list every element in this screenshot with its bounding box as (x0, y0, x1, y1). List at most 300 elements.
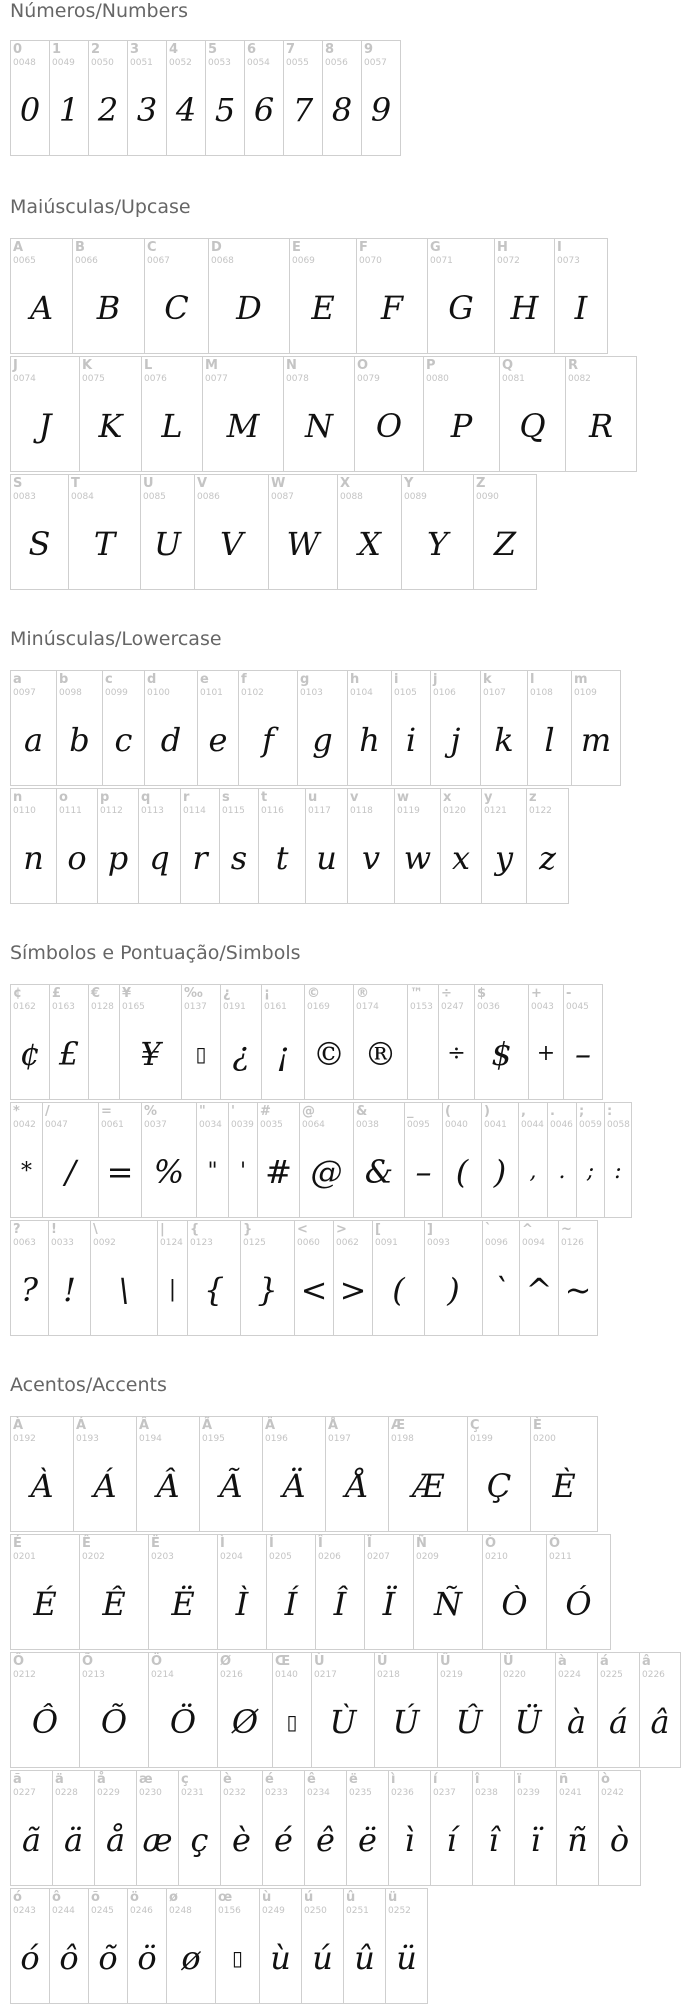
glyph-code-label: 0100 (147, 688, 170, 698)
glyph-cell (49, 40, 89, 156)
glyph-char-label: ô (52, 1890, 61, 1905)
glyph-code-label: 0061 (101, 1120, 124, 1130)
glyph-cell (343, 1888, 386, 2004)
glyph-code-label: 0058 (607, 1120, 630, 1130)
glyph-sample: V (219, 525, 244, 563)
glyph-cell (346, 1770, 389, 1886)
section-heading: Símbolos e Pontuação/Simbols (10, 942, 301, 964)
glyph-char-label: E (292, 240, 301, 255)
glyph-cell (240, 1220, 295, 1336)
glyph-char-label: ? (13, 1222, 21, 1237)
glyph-char-label: Á (76, 1418, 87, 1433)
glyph-char-label: õ (91, 1890, 100, 1905)
glyph-sample: Õ (100, 1703, 128, 1741)
glyph-sample: ä (63, 1821, 84, 1859)
glyph-sample: 4 (175, 91, 197, 129)
glyph-sample: i (405, 721, 417, 759)
glyph-sample: } (257, 1271, 278, 1309)
glyph-cell (385, 1888, 428, 2004)
glyph-char-label: ÷ (441, 986, 452, 1001)
glyph-cell (257, 1102, 300, 1218)
glyph-sample: Ô (31, 1703, 59, 1741)
glyph-char-label: M (205, 358, 218, 373)
glyph-sample: ¡ (276, 1035, 290, 1073)
glyph-cell (10, 1102, 43, 1218)
glyph-code-label: 0169 (307, 1002, 330, 1012)
glyph-cell (518, 1102, 548, 1218)
glyph-cell (258, 788, 306, 904)
glyph-char-label: B (75, 240, 85, 255)
glyph-code-label: 0200 (533, 1434, 556, 1444)
glyph-cell (196, 1102, 229, 1218)
glyph-char-label: Ä (265, 1418, 276, 1433)
glyph-sample: æ (142, 1821, 173, 1859)
glyph-char-label: { (190, 1222, 200, 1237)
glyph-char-label: æ (139, 1772, 153, 1787)
glyph-cell (72, 238, 145, 354)
glyph-char-label: V (197, 476, 208, 491)
glyph-code-label: 0088 (340, 492, 363, 502)
glyph-code-label: 0214 (151, 1670, 174, 1680)
glyph-sample: Ë (171, 1585, 195, 1623)
glyph-cell (140, 474, 195, 590)
section-heading: Minúsculas/Lowercase (10, 628, 222, 650)
glyph-cell (79, 1534, 149, 1650)
glyph-char-label: " (199, 1104, 206, 1119)
glyph-char-label: ë (349, 1772, 358, 1787)
glyph-cell (423, 356, 500, 472)
glyph-code-label: 0119 (397, 806, 420, 816)
glyph-cell (337, 474, 402, 590)
glyph-sample: ö (137, 1939, 157, 1977)
glyph-cell (141, 356, 203, 472)
glyph-sample: ▯ (195, 1042, 207, 1066)
glyph-cell (79, 1652, 149, 1768)
glyph-code-label: 0090 (476, 492, 499, 502)
glyph-code-label: 0034 (199, 1120, 222, 1130)
glyph-char-label: Ë (151, 1536, 160, 1551)
glyph-row (10, 1534, 610, 1650)
glyph-code-label: 0099 (105, 688, 128, 698)
glyph-char-label: U (143, 476, 154, 491)
glyph-code-label: 0044 (521, 1120, 544, 1130)
glyph-code-label: 0042 (13, 1120, 36, 1130)
glyph-cell (391, 670, 431, 786)
glyph-sample: R (588, 407, 614, 445)
glyph-code-label: 0201 (13, 1552, 36, 1562)
glyph-sample: = (106, 1153, 134, 1191)
glyph-char-label: Û (440, 1654, 451, 1669)
glyph-cell (272, 1652, 312, 1768)
glyph-char-label: | (160, 1222, 165, 1237)
glyph-cell (10, 1888, 50, 2004)
glyph-sample: í (446, 1821, 457, 1859)
glyph-code-label: 0077 (205, 374, 228, 384)
glyph-cell (482, 1534, 547, 1650)
glyph-sample: A (29, 289, 54, 327)
glyph-code-label: 0252 (388, 1906, 411, 1916)
glyph-sample: @ (310, 1153, 343, 1191)
glyph-char-label: h (350, 672, 360, 687)
glyph-code-label: 0199 (470, 1434, 493, 1444)
glyph-sample: z (539, 839, 556, 877)
glyph-cell (266, 1534, 316, 1650)
glyph-cell (407, 984, 439, 1100)
section-heading: Números/Numbers (10, 0, 188, 22)
glyph-char-label: Y (404, 476, 414, 491)
glyph-char-label: £ (52, 986, 62, 1001)
glyph-code-label: 0104 (350, 688, 373, 698)
glyph-cell (10, 1770, 53, 1886)
glyph-code-label: 0097 (13, 688, 36, 698)
glyph-sample: Z (493, 525, 517, 563)
glyph-code-label: 0117 (308, 806, 331, 816)
glyph-cell (56, 670, 103, 786)
glyph-sample: ' (239, 1159, 247, 1184)
glyph-sample: * (21, 1159, 32, 1184)
glyph-char-label: ñ (559, 1772, 569, 1787)
glyph-char-label: w (397, 790, 410, 805)
glyph-sample: 0 (19, 91, 41, 129)
glyph-sample: h (359, 721, 380, 759)
glyph-cell (127, 40, 167, 156)
glyph-cell (56, 788, 98, 904)
glyph-code-label: 0205 (269, 1552, 292, 1562)
glyph-cell (530, 1416, 598, 1532)
glyph-code-label: 0109 (574, 688, 597, 698)
glyph-code-label: 0197 (328, 1434, 351, 1444)
glyph-code-label: 0247 (441, 1002, 464, 1012)
glyph-sample: © (313, 1035, 345, 1073)
glyph-char-label: H (497, 240, 508, 255)
glyph-code-label: 0039 (231, 1120, 254, 1130)
glyph-char-label: ! (51, 1222, 57, 1237)
glyph-cell (187, 1220, 241, 1336)
glyph-cell (372, 1220, 425, 1336)
glyph-cell (10, 1416, 74, 1532)
glyph-code-label: 0196 (265, 1434, 288, 1444)
glyph-sample: P (450, 407, 473, 445)
glyph-sample: g (312, 721, 333, 759)
glyph-sample: ø (181, 1939, 201, 1977)
glyph-char-label: G (430, 240, 441, 255)
glyph-cell (219, 788, 259, 904)
glyph-code-label: 0251 (346, 1906, 369, 1916)
glyph-char-label: * (13, 1104, 20, 1119)
glyph-cell (10, 1220, 49, 1336)
glyph-sample: > (339, 1271, 367, 1309)
glyph-cell (181, 984, 221, 1100)
glyph-char-label: u (308, 790, 318, 805)
glyph-cell (262, 1770, 305, 1886)
glyph-sample: G (448, 289, 474, 327)
glyph-sample: å (105, 1821, 126, 1859)
glyph-char-label: Í (269, 1536, 274, 1551)
glyph-cell (322, 40, 362, 156)
glyph-cell (10, 356, 80, 472)
glyph-char-label: ö (130, 1890, 139, 1905)
glyph-sample: C (164, 289, 189, 327)
glyph-cell (283, 356, 355, 472)
glyph-char-label: Ø (220, 1654, 232, 1669)
glyph-code-label: 0245 (91, 1906, 114, 1916)
glyph-code-label: 0121 (484, 806, 507, 816)
glyph-char-label: Ò (485, 1536, 497, 1551)
glyph-code-label: 0114 (183, 806, 206, 816)
glyph-char-label: g (300, 672, 310, 687)
glyph-char-label: ™ (410, 986, 423, 1001)
glyph-cell (228, 1102, 258, 1218)
glyph-char-label: ï (517, 1772, 522, 1787)
glyph-code-label: 0124 (160, 1238, 183, 1248)
glyph-cell (482, 1220, 520, 1336)
glyph-sample: Ç (486, 1467, 512, 1505)
glyph-cell (88, 40, 128, 156)
glyph-cell (10, 1652, 80, 1768)
glyph-code-label: 0232 (223, 1788, 246, 1798)
glyph-code-label: 0037 (144, 1120, 167, 1130)
glyph-code-label: 0192 (13, 1434, 36, 1444)
glyph-cell (474, 984, 529, 1100)
glyph-sample: 6 (253, 91, 275, 129)
glyph-cell (325, 1416, 389, 1532)
glyph-sample: ) (447, 1271, 460, 1309)
glyph-cell (554, 238, 608, 354)
glyph-code-label: 0216 (220, 1670, 243, 1680)
glyph-code-label: 0163 (52, 1002, 75, 1012)
glyph-cell (268, 474, 338, 590)
glyph-char-label: $ (477, 986, 487, 1001)
glyph-sample: < (300, 1271, 328, 1309)
glyph-code-label: 0203 (151, 1552, 174, 1562)
glyph-cell (166, 1888, 216, 2004)
glyph-cell (374, 1652, 438, 1768)
glyph-cell (52, 1770, 95, 1886)
glyph-code-label: 0084 (71, 492, 94, 502)
glyph-code-label: 0193 (76, 1434, 99, 1444)
glyph-sample: e (208, 721, 228, 759)
glyph-code-label: 0156 (218, 1906, 241, 1916)
glyph-sample: c (114, 721, 133, 759)
glyph-code-label: 0057 (364, 58, 387, 68)
glyph-row (10, 1220, 597, 1336)
glyph-cell (315, 1534, 365, 1650)
glyph-char-label: x (443, 790, 452, 805)
glyph-char-label: ' (231, 1104, 235, 1119)
glyph-sample: – (415, 1153, 432, 1191)
glyph-cell (639, 1652, 681, 1768)
glyph-char-label: . (550, 1104, 555, 1119)
glyph-sample: ÷ (447, 1041, 466, 1066)
glyph-sample: Y (426, 525, 449, 563)
glyph-sample: U (154, 525, 181, 563)
glyph-sample: Å (345, 1467, 369, 1505)
glyph-cell (49, 1888, 89, 2004)
glyph-cell (10, 238, 73, 354)
glyph-cell (413, 1534, 483, 1650)
glyph-code-label: 0045 (566, 1002, 589, 1012)
glyph-code-label: 0122 (529, 806, 552, 816)
glyph-char-label: œ (218, 1890, 233, 1905)
glyph-code-label: 0120 (443, 806, 466, 816)
glyph-sample: t (275, 839, 289, 877)
glyph-sample: Æ (411, 1467, 445, 1505)
glyph-code-label: 0219 (440, 1670, 463, 1680)
glyph-cell (364, 1534, 414, 1650)
glyph-cell (576, 1102, 605, 1218)
glyph-code-label: 0052 (169, 58, 192, 68)
glyph-code-label: 0110 (13, 806, 36, 816)
glyph-char-label: J (13, 358, 18, 373)
glyph-code-label: 0231 (181, 1788, 204, 1798)
glyph-code-label: 0087 (271, 492, 294, 502)
glyph-sample: é (274, 1821, 293, 1859)
glyph-char-label: A (13, 240, 24, 255)
glyph-cell (49, 984, 89, 1100)
glyph-sample: . (558, 1159, 566, 1184)
glyph-cell (481, 1102, 519, 1218)
glyph-code-label: 0237 (433, 1788, 456, 1798)
glyph-code-label: 0066 (75, 256, 98, 266)
glyph-code-label: 0206 (318, 1552, 341, 1562)
glyph-cell (430, 670, 481, 786)
glyph-code-label: 0111 (59, 806, 82, 816)
glyph-cell (10, 788, 57, 904)
glyph-cell (500, 1652, 556, 1768)
glyph-sample: Á (93, 1467, 117, 1505)
glyph-cell (10, 40, 50, 156)
glyph-code-label: 0056 (325, 58, 348, 68)
glyph-cell (215, 1888, 260, 2004)
glyph-code-label: 0035 (260, 1120, 283, 1130)
glyph-code-label: 0093 (427, 1238, 450, 1248)
glyph-sample: ¥ (140, 1035, 161, 1073)
glyph-sample: Ï (382, 1585, 396, 1623)
glyph-sample: Ä (282, 1467, 306, 1505)
glyph-sample: r (192, 839, 208, 877)
glyph-char-label: ò (601, 1772, 610, 1787)
glyph-sample: { (203, 1271, 225, 1309)
glyph-char-label: i (394, 672, 399, 687)
glyph-char-label: 5 (208, 42, 218, 57)
glyph-cell (136, 1416, 200, 1532)
glyph-char-label: q (141, 790, 151, 805)
glyph-code-label: 0102 (241, 688, 264, 698)
glyph-cell (356, 238, 428, 354)
glyph-char-label: b (59, 672, 69, 687)
glyph-char-label: € (91, 986, 101, 1001)
glyph-code-label: 0224 (558, 1670, 581, 1680)
glyph-sample: / (65, 1153, 76, 1191)
glyph-char-label: ‰ (184, 986, 203, 1001)
glyph-code-label: 0226 (642, 1670, 665, 1680)
glyph-code-label: 0092 (93, 1238, 116, 1248)
glyph-cell (48, 1220, 91, 1336)
glyph-cell (499, 356, 566, 472)
glyph-cell (90, 1220, 158, 1336)
glyph-sample: – (575, 1035, 591, 1073)
glyph-cell (563, 984, 603, 1100)
glyph-char-label: , (521, 1104, 526, 1119)
glyph-char-label: D (211, 240, 222, 255)
glyph-char-label: ® (356, 986, 369, 1001)
glyph-code-label: 0075 (82, 374, 105, 384)
glyph-sample: è (232, 1821, 251, 1859)
glyph-sample: ® (364, 1035, 397, 1073)
glyph-code-label: 0212 (13, 1670, 36, 1680)
glyph-code-label: 0207 (367, 1552, 390, 1562)
glyph-sample: a (23, 721, 44, 759)
glyph-cell (94, 1770, 137, 1886)
glyph-sample: É (33, 1585, 57, 1623)
glyph-char-label: Ù (314, 1654, 325, 1669)
glyph-char-label: Î (318, 1536, 323, 1551)
glyph-code-label: 0165 (122, 1002, 145, 1012)
glyph-cell (299, 1102, 354, 1218)
glyph-sample: T (93, 525, 116, 563)
section-heading: Maiúsculas/Upcase (10, 196, 191, 218)
glyph-sample: | (168, 1277, 177, 1302)
glyph-sample: d (160, 721, 182, 759)
glyph-cell (438, 984, 475, 1100)
glyph-sample: 5 (214, 91, 236, 129)
glyph-code-label: 0161 (264, 1002, 287, 1012)
glyph-code-label: 0229 (97, 1788, 120, 1798)
glyph-sample: p (107, 839, 129, 877)
glyph-cell (401, 474, 474, 590)
glyph-char-label: ì (391, 1772, 396, 1787)
glyph-sample: 1 (58, 91, 80, 129)
glyph-code-label: 0095 (407, 1120, 430, 1130)
glyph-char-label: r (183, 790, 190, 805)
glyph-cell (238, 670, 298, 786)
glyph-char-label: n (13, 790, 23, 805)
glyph-code-label: 0096 (485, 1238, 508, 1248)
glyph-code-label: 0242 (601, 1788, 624, 1798)
glyph-code-label: 0043 (531, 1002, 554, 1012)
glyph-sample: b (69, 721, 90, 759)
glyph-cell (88, 1888, 128, 2004)
glyph-code-label: 0082 (568, 374, 591, 384)
glyph-cell (304, 1770, 347, 1886)
glyph-sample: ú (312, 1939, 333, 1977)
glyph-code-label: 0174 (356, 1002, 379, 1012)
glyph-char-label: ) (484, 1104, 490, 1119)
glyph-sample: 9 (370, 91, 392, 129)
glyph-code-label: 0086 (197, 492, 220, 502)
glyph-sample: ñ (567, 1821, 588, 1859)
glyph-sample: õ (98, 1939, 118, 1977)
glyph-sample: ▯ (231, 1946, 243, 1970)
glyph-char-label: : (607, 1104, 613, 1119)
glyph-code-label: 0038 (356, 1120, 379, 1130)
glyph-sample: ü (396, 1939, 417, 1977)
glyph-cell (194, 474, 269, 590)
glyph-cell (604, 1102, 632, 1218)
glyph-char-label: Æ (391, 1418, 406, 1433)
glyph-code-label: 0085 (143, 492, 166, 502)
glyph-char-label: ø (169, 1890, 178, 1905)
glyph-char-label: m (574, 672, 588, 687)
glyph-code-label: 0050 (91, 58, 114, 68)
glyph-char-label: È (533, 1418, 542, 1433)
glyph-cell (68, 474, 141, 590)
glyph-row (10, 1416, 597, 1532)
glyph-sample: ï (530, 1821, 541, 1859)
glyph-code-label: 0073 (557, 256, 580, 266)
glyph-code-label: 0089 (404, 492, 427, 502)
glyph-cell (494, 238, 555, 354)
